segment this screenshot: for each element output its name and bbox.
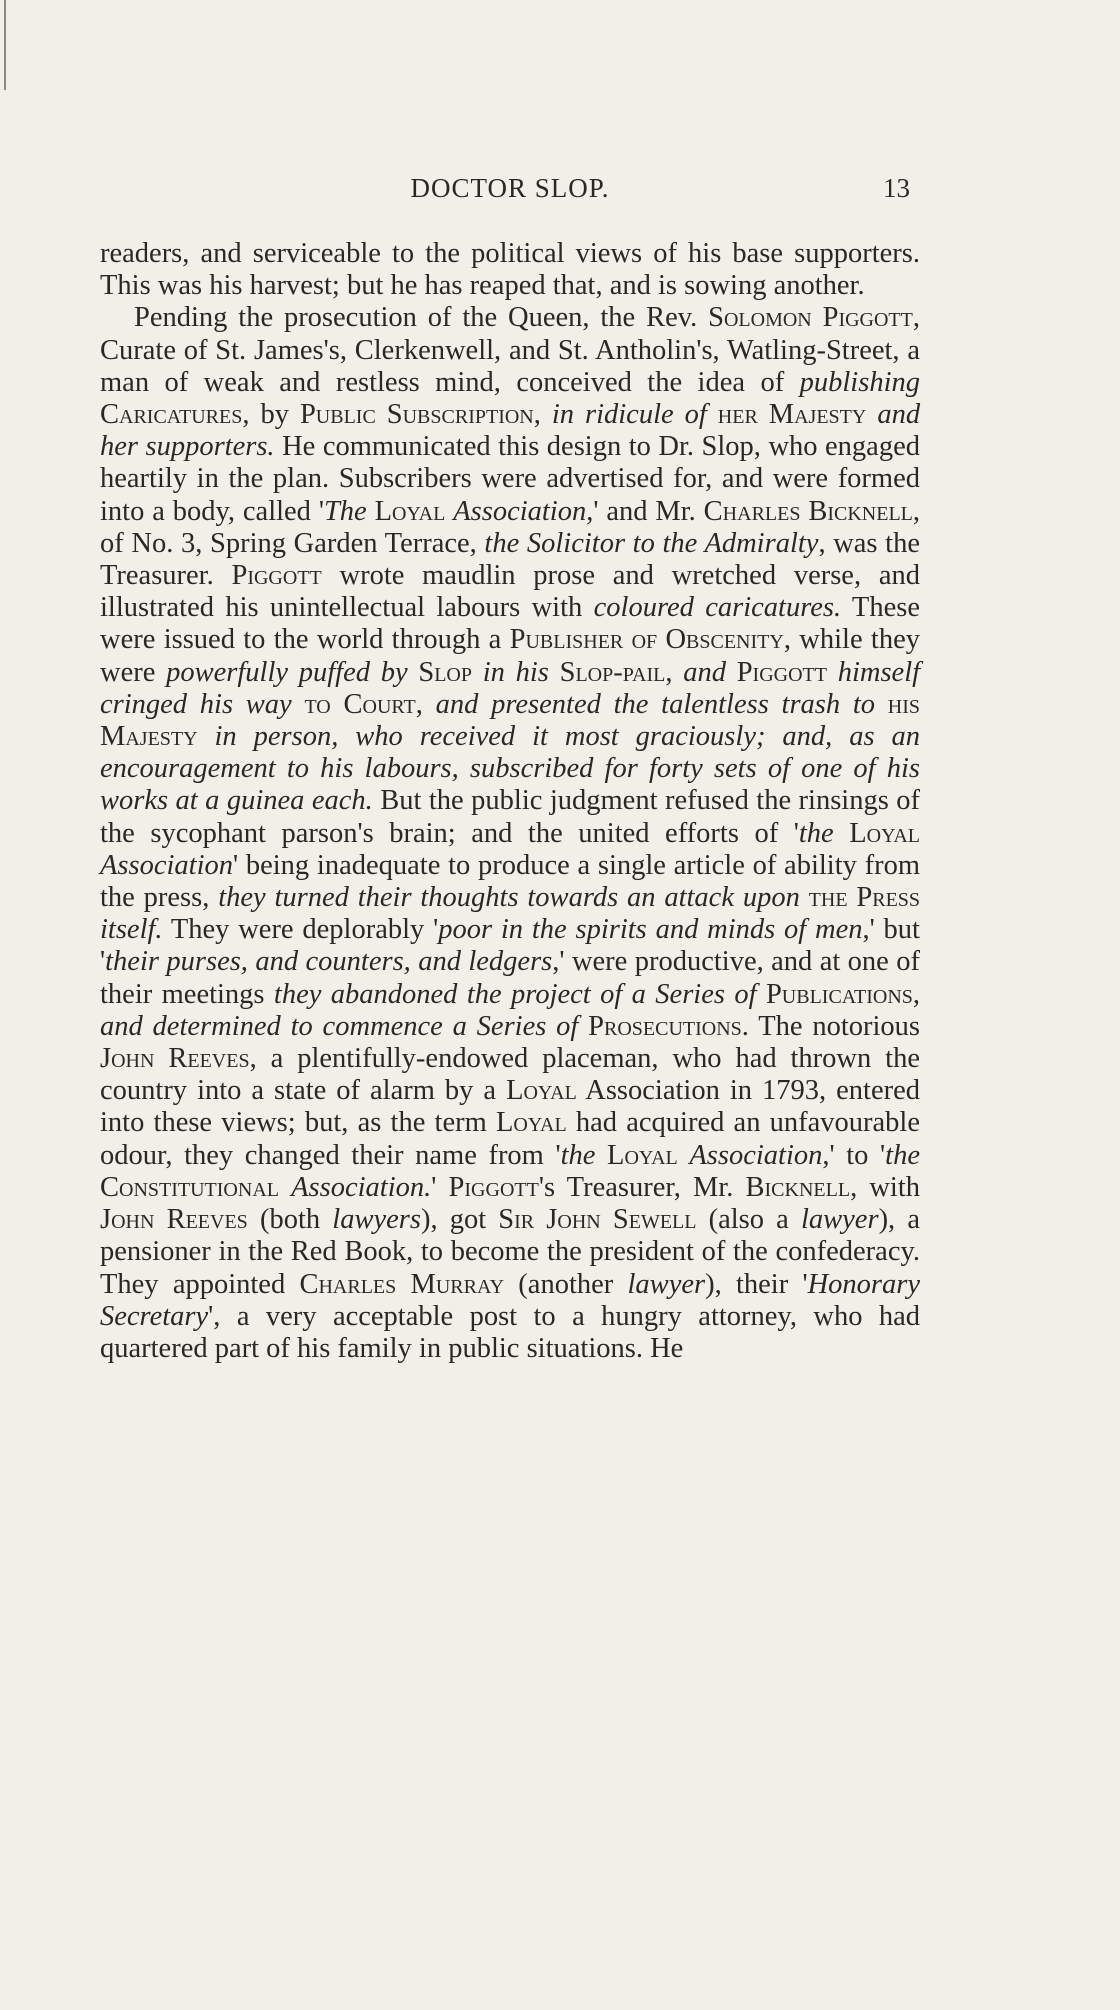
text-run: ,' but '	[100, 914, 920, 978]
small-caps-text: Prosecutions	[588, 1010, 742, 1042]
small-caps-text: to Court	[304, 688, 416, 720]
text-run	[595, 1140, 607, 1171]
italic-text: the	[560, 1139, 596, 1171]
text-run: ,	[533, 399, 552, 431]
text-run	[367, 496, 375, 527]
italic-text: and presented the talentless trash to	[435, 688, 876, 720]
text-run: He communicated this design to Dr. Slop, who engaged heartily in the plan. Subscribers were advertised for, and were formed into a body, called '	[100, 431, 920, 527]
text-run: They were deplorably '	[162, 914, 439, 946]
paragraph-1: readers, and serviceable to the political views of his base supporters. This was his harvest; but he has reaped that, and is sowing another.	[100, 238, 920, 302]
small-caps-text: Loyal	[506, 1075, 577, 1107]
body-text	[100, 238, 920, 1365]
small-caps-text: Piggott	[231, 560, 322, 592]
italic-text: The	[323, 495, 367, 527]
text-run: Association in 1793, entered into these views; but, as the term	[100, 1075, 920, 1139]
text-run: ), a pensioner in the Red Book, to become the president of the confederacy. They appointed	[100, 1204, 920, 1300]
text-run	[549, 657, 560, 688]
running-title: DOCTOR SLOP.	[410, 173, 610, 203]
small-caps-text: Loyal	[607, 1139, 678, 1171]
small-caps-text: Caricatures	[100, 399, 243, 431]
text-run: ,' to '	[822, 1139, 886, 1171]
small-caps-text: Solomon Piggott	[708, 302, 913, 334]
text-run	[678, 1140, 690, 1171]
text-run	[726, 657, 737, 688]
small-caps-text: Loyal	[495, 1107, 567, 1139]
text-run: (also a	[696, 1204, 801, 1236]
text-run: (another	[504, 1268, 628, 1300]
text-run: ' being inadequate to produce a single article of ability from the press,	[100, 849, 920, 914]
italic-text: Association	[100, 849, 233, 881]
italic-text: and	[683, 656, 726, 688]
text-run: . The notorious	[741, 1010, 920, 1042]
italic-text: lawyers	[332, 1204, 421, 1236]
italic-text: Honorary Secretary	[100, 1268, 921, 1332]
italic-text: Association	[453, 495, 587, 527]
text-run: (both	[247, 1204, 333, 1236]
text-run: ', a very acceptable post to a hungry attorney, who had quartered part of his family in public situations. He	[100, 1300, 920, 1364]
text-run	[279, 1172, 291, 1203]
small-caps-text: Slop	[418, 656, 472, 688]
text-run	[875, 689, 888, 720]
text-run	[866, 399, 877, 430]
italic-text: itself.	[100, 914, 163, 946]
small-caps-text: John Reeves	[100, 1204, 248, 1236]
italic-text: in his	[482, 656, 549, 688]
page-edge-rule	[4, 0, 6, 90]
text-run: had acquired an unfavourable odour, they changed their name from '	[100, 1107, 920, 1171]
italic-text: Association	[689, 1139, 823, 1171]
italic-text: the	[885, 1139, 920, 1171]
italic-text: coloured caricatures.	[593, 592, 842, 624]
small-caps-text: Publisher of Obscenity	[509, 624, 784, 656]
small-caps-text: Piggott	[448, 1171, 539, 1203]
italic-text: in ridicule of	[551, 399, 707, 431]
italic-text: poor in the spirits and minds of men	[438, 914, 863, 946]
text-run: , by	[242, 399, 300, 431]
small-caps-text: Loyal	[849, 817, 920, 849]
italic-text: publishing	[799, 366, 920, 398]
text-run: 's Treasurer, Mr.	[538, 1171, 746, 1203]
text-run: , of No. 3, Spring Garden Terrace,	[100, 495, 921, 559]
page-number: 13	[883, 173, 910, 203]
italic-text: lawyer	[800, 1204, 879, 1236]
text-run	[472, 657, 483, 688]
text-run: These were issued to the world through a	[100, 592, 920, 656]
small-caps-text: John Reeves	[100, 1043, 250, 1075]
italic-text: the Solicitor to the Admiralty	[484, 527, 819, 559]
text-run	[292, 689, 305, 720]
text-run: ,	[415, 688, 436, 720]
small-caps-text: Publications	[765, 978, 913, 1010]
text-run: '	[431, 1171, 449, 1203]
small-caps-text: Constitutional	[100, 1171, 279, 1203]
text-run: But the public judgment refused the rinsings of the sycophant parson's brain; and the united efforts of '	[100, 785, 920, 849]
text-run: , Curate of St. James's, Clerkenwell, and St. Antholin's, Watling-Street, a man of weak and restless mind, conceived the idea of	[100, 302, 920, 398]
text-run: Pending the prosecution of the Queen, the Rev.	[134, 302, 709, 334]
text-run: , was the Treasurer.	[100, 527, 920, 592]
italic-text: and her supporters.	[100, 399, 921, 463]
text-run	[800, 882, 809, 913]
italic-text: their purses, and counters, and ledgers	[105, 946, 553, 978]
text-run: , a plentifully-endowed placeman, who had thrown the country into a state of alarm by a	[100, 1043, 920, 1107]
small-caps-text: Public Subscription	[299, 399, 534, 431]
text-run: ,	[912, 978, 921, 1010]
text-run	[198, 721, 215, 752]
small-caps-text: his Majesty	[100, 688, 921, 753]
text-run: ), their '	[705, 1268, 808, 1300]
text-run: ,' were productive, and at one of their meetings	[100, 946, 920, 1010]
text-run	[757, 979, 766, 1010]
text-run	[408, 657, 419, 688]
italic-text: the	[798, 817, 834, 849]
text-run	[834, 818, 850, 849]
text-run: ,' and Mr.	[586, 495, 704, 527]
text-run: ), got	[420, 1204, 499, 1236]
paragraph-2	[100, 302, 920, 1365]
small-caps-text: her Majesty	[717, 399, 867, 431]
italic-text: they abandoned the project of a Series of	[273, 978, 757, 1010]
italic-text: lawyer	[627, 1268, 706, 1300]
small-caps-text: Charles Bicknell	[703, 495, 913, 527]
text-run: ,	[665, 656, 684, 688]
italic-text: in person, who received it most graciously; and, as an encouragement to his labours, subscribed for forty sets of one of his works at a guinea each.	[100, 721, 920, 817]
italic-text: and determined to commence a Series of	[100, 1010, 579, 1042]
small-caps-text: Piggott	[736, 656, 827, 688]
running-head	[100, 173, 920, 213]
text-run: wrote maudlin prose and wretched verse, and illustrated his unintellectual labours with	[100, 560, 920, 624]
italic-text: Association.	[291, 1171, 432, 1203]
small-caps-text: Slop-pail	[559, 656, 666, 688]
italic-text: himself cringed his way	[100, 656, 921, 720]
small-caps-text: the Press	[808, 882, 921, 914]
small-caps-text: Bicknell	[745, 1171, 851, 1203]
small-caps-text: Loyal	[374, 495, 446, 527]
small-caps-text: Charles Murray	[299, 1268, 505, 1300]
text-run: , with	[850, 1171, 921, 1203]
italic-text: they turned their thoughts towards an attack upon	[218, 882, 800, 914]
text-run	[827, 657, 838, 688]
small-caps-text: Sir John Sewell	[498, 1204, 697, 1236]
italic-text: powerfully puffed by	[166, 656, 408, 688]
text-run: , while they were	[100, 624, 920, 688]
text-run	[707, 399, 718, 430]
text-run	[578, 1011, 588, 1042]
